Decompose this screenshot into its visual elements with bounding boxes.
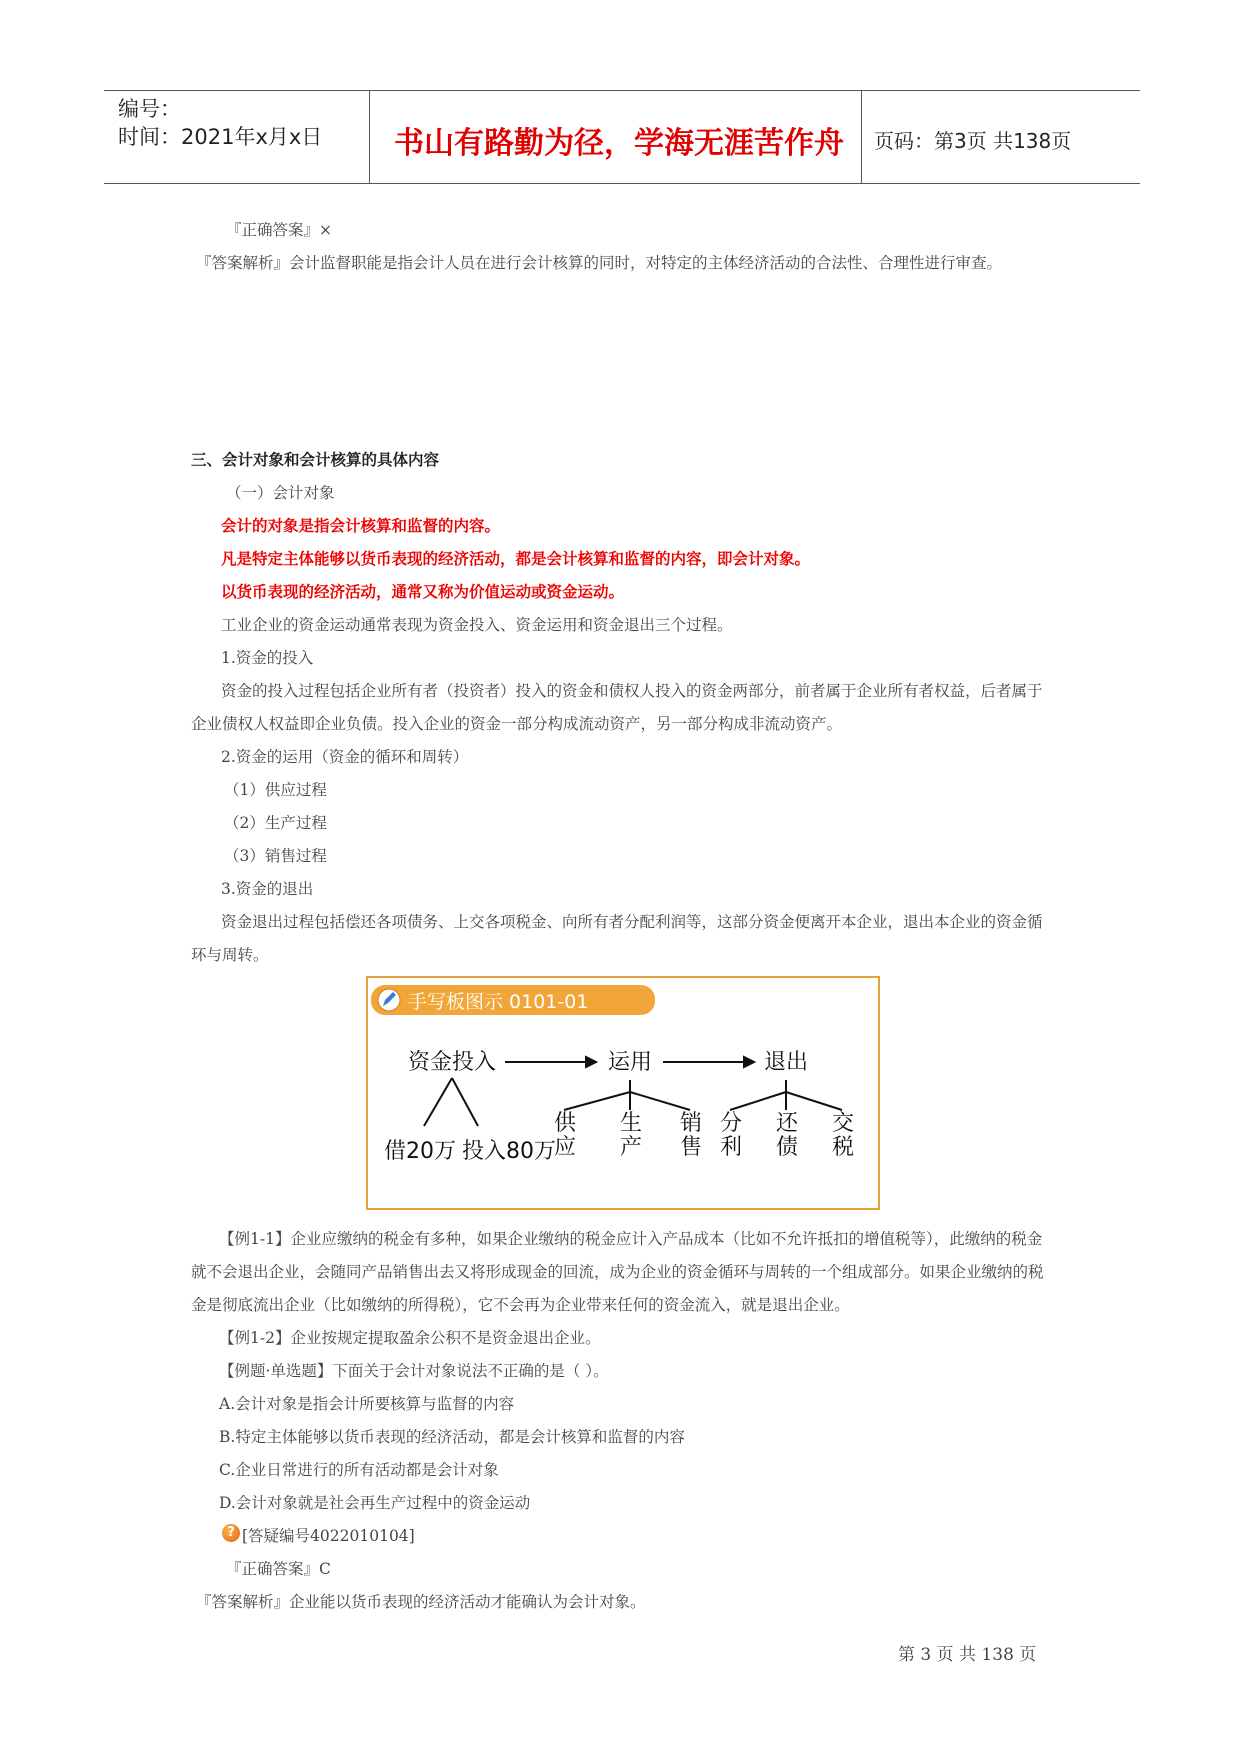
paragraph-industrial: 工业企业的资金运动通常表现为资金投入、资金运用和资金退出三个过程。 [221,616,733,634]
header-motto: 书山有路勤为径，学海无涯苦作舟 [394,126,844,161]
section-title: 三、会计对象和会计核算的具体内容 [191,450,440,469]
leaf-invest: 投入80万 [462,1139,556,1164]
heading-input: 1.资金的投入 [221,649,314,667]
header-top-line [104,90,1140,91]
leaf-produce: 生产 [620,1111,643,1160]
diagram-badge-text: 手写板图示 0101-01 [408,991,589,1013]
leaf-repay-debt: 还债 [776,1111,799,1160]
question-title: 【例题·单选题】下面关于会计对象说法不正确的是（ ）。 [219,1362,609,1380]
use-item-1: （1）供应过程 [224,781,327,799]
header-divider-2 [861,90,862,183]
node-input: 资金投入 [408,1050,497,1075]
heading-exit: 3.资金的退出 [221,880,314,898]
node-exit: 退出 [764,1050,809,1075]
fund-flow-diagram [366,976,880,1210]
highlight-line-1: 会计的对象是指会计核算和监督的内容。 [221,516,501,535]
question-icon[interactable]: ? [222,1524,240,1542]
input-branches [424,1078,478,1126]
leaf-supply: 供应 [554,1111,577,1160]
header-bottom-line [104,183,1140,184]
highlight-line-2: 凡是特定主体能够以货币表现的经济活动，都是会计核算和监督的内容，即会计对象。 [221,549,811,568]
highlight-line-3: 以货币表现的经济活动，通常又称为价值运动或资金运动。 [221,582,625,601]
example-1-1-line-3: 金是彻底流出企业（比如缴纳的所得税），它不会再为企业带来任何的资金流入，就是退出企业。 [191,1296,850,1314]
time-label: 时间：2021年x月x日 [118,125,323,149]
arrow-use-to-exit [663,1057,754,1067]
vertical-leaves [554,1111,854,1160]
node-use: 运用 [608,1050,653,1075]
heading-use: 2.资金的运用（资金的循环和周转） [221,748,469,766]
arrow-input-to-use [505,1057,596,1067]
header-page-label: 页码：第3页 共138页 [874,129,1072,153]
use-item-3: （3）销售过程 [224,847,327,865]
page-footer: 第 3 页 共 138 页 [898,1645,1037,1665]
leaf-pay-tax: 交税 [832,1111,855,1160]
paragraph-input-2: 企业债权人权益即企业负债。投入企业的资金一部分构成流动资产，另一部分构成非流动资产。 [191,715,843,733]
use-item-2: （2）生产过程 [224,814,327,832]
example-1-2: 【例1-2】企业按规定提取盈余公积不是资金退出企业。 [219,1329,601,1347]
answer-analysis-1: 『答案解析』会计监督职能是指会计人员在进行会计核算的同时，对特定的主体经济活动的合法性、合理性进行审查。 [196,254,1003,272]
paragraph-exit-1: 资金退出过程包括偿还各项债务、上交各项税金、向所有者分配利润等，这部分资金便离开本企业，退出本企业的资金循 [221,913,1043,931]
header-divider-1 [369,90,370,183]
option-b: B.特定主体能够以货币表现的经济活动，都是会计核算和监督的内容 [219,1428,685,1446]
leaf-distribute-profit: 分利 [720,1111,743,1160]
leaf-borrow: 借20万 [384,1139,456,1164]
paragraph-input-1: 资金的投入过程包括企业所有者（投资者）投入的资金和债权人投入的资金两部分，前者属于企业所有者权益，后者属于 [221,682,1043,700]
exit-branches [730,1080,842,1110]
correct-answer-2: 『正确答案』C [226,1560,331,1578]
option-a: A.会计对象是指会计所要核算与监督的内容 [219,1395,515,1413]
fund-flow-svg [368,978,878,1208]
option-c: C.企业日常进行的所有活动都是会计对象 [219,1461,499,1479]
use-branches [564,1080,690,1110]
paragraph-exit-2: 环与周转。 [191,946,269,964]
answer-analysis-2: 『答案解析』企业能以货币表现的经济活动才能确认为会计对象。 [196,1593,646,1611]
leaf-sell: 销售 [680,1111,703,1160]
correct-answer-1: 『正确答案』× [226,221,332,239]
pen-icon [378,989,400,1011]
example-1-1-line-2: 就不会退出企业，会随同产品销售出去又将形成现金的回流，成为企业的资金循环与周转的一个组成部分。如果企业缴纳的税 [191,1263,1044,1281]
serial-label: 编号： [118,97,181,121]
subsection-title: （一）会计对象 [226,484,335,502]
example-1-1-line-1: 【例1-1】企业应缴纳的税金有多种，如果企业缴纳的税金应计入产品成本（比如不允许抵扣的增值税等），此缴纳的税金 [219,1230,1043,1248]
option-d: D.会计对象就是社会再生产过程中的资金运动 [219,1494,531,1512]
qa-code[interactable]: [答疑编号4022010104] [242,1527,415,1545]
